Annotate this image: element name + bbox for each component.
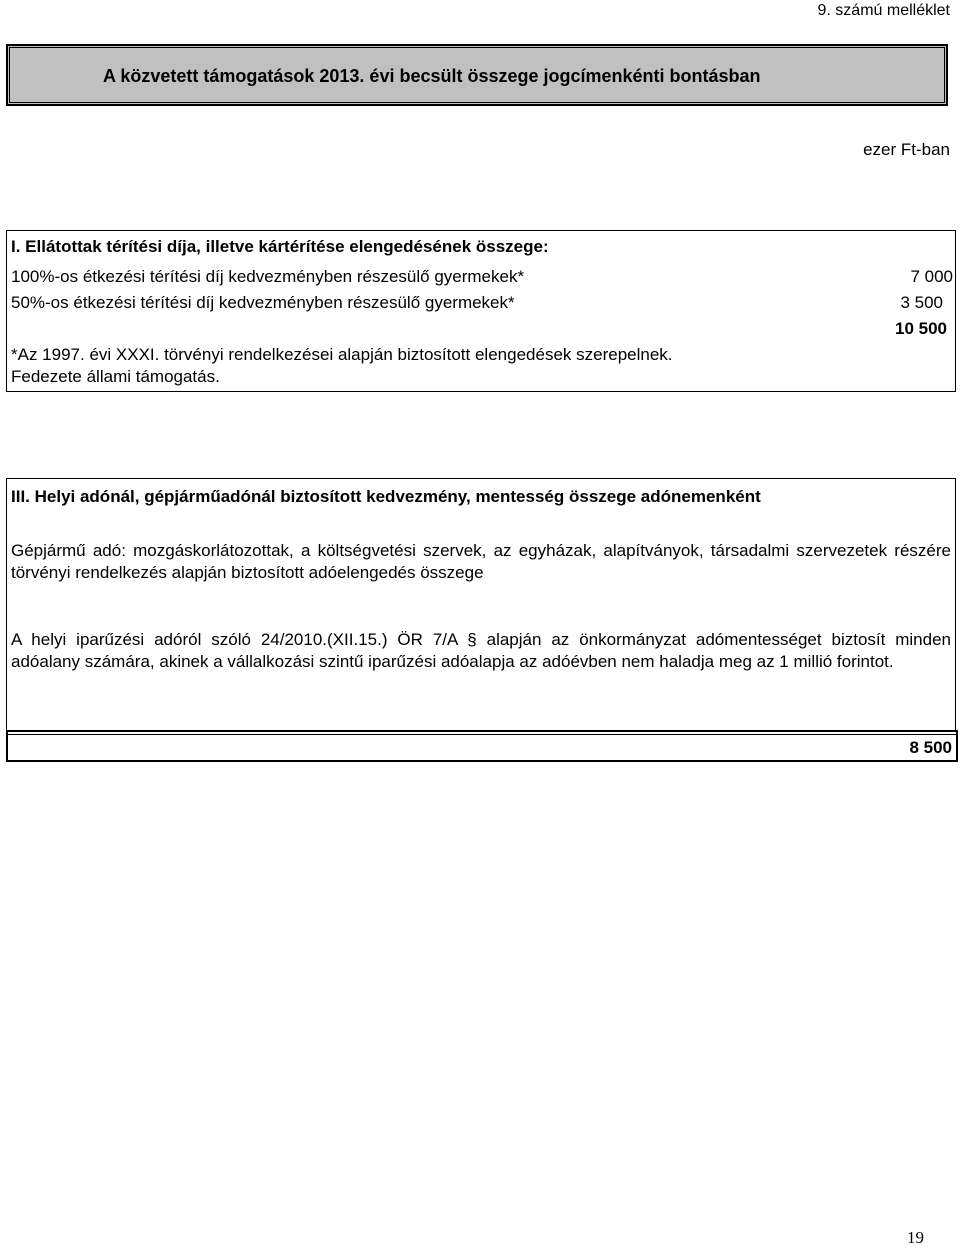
section-3-paragraph-1: Gépjármű adó: mozgáskorlátozottak, a költségvetési szervek, az egyházak, alapítványok, társadalmi szervezetek részére törvényi rendelkezés alapján biztosított adóelengedés összege [11, 541, 951, 582]
section-3-total-box [6, 730, 958, 762]
section-3-paragraph-2: A helyi iparűzési adóról szóló 24/2010.(XII.15.) ÖR 7/A § alapján az önkormányzat adómentességet biztosít minden adóalany számára, akinek a vállalkozási szintű iparűzési adóalapja az adóévben nem haladja meg az 1 millió forintot. [11, 630, 951, 671]
section-1-heading: I. Ellátottak térítési díja, illetve kártérítése elengedésének összege: [11, 237, 549, 256]
section-1-note-line1: *Az 1997. évi XXXI. törvényi rendelkezései alapján biztosított elengedések szerepelnek. [11, 345, 673, 364]
unit-label: ezer Ft-ban [863, 140, 950, 159]
page-number: 19 [907, 1228, 924, 1247]
item-2-label: 50%-os étkezési térítési díj kedvezményben részesülő gyermekek* [11, 293, 515, 312]
section-3-box [6, 478, 956, 730]
annex-label: 9. számú melléklet [817, 2, 950, 19]
item-1-value: 7 000 [910, 267, 953, 286]
section-3-total: 8 500 [909, 738, 952, 757]
page-title: A közvetett támogatások 2013. évi becsült összege jogcímenkénti bontásban [103, 66, 761, 86]
section-1-total: 10 500 [895, 319, 947, 338]
section-3-heading: III. Helyi adónál, gépjárműadónál biztosított kedvezmény, mentesség összege adónemenként [11, 487, 761, 506]
title-box [6, 44, 948, 106]
total-box-inner-rule [8, 734, 956, 760]
section-1-note-line2: Fedezete állami támogatás. [11, 367, 220, 386]
item-2-value: 3 500 [900, 293, 943, 312]
section-1-box [6, 230, 956, 392]
item-1-label: 100%-os étkezési térítési díj kedvezményben részesülő gyermekek* [11, 267, 525, 286]
